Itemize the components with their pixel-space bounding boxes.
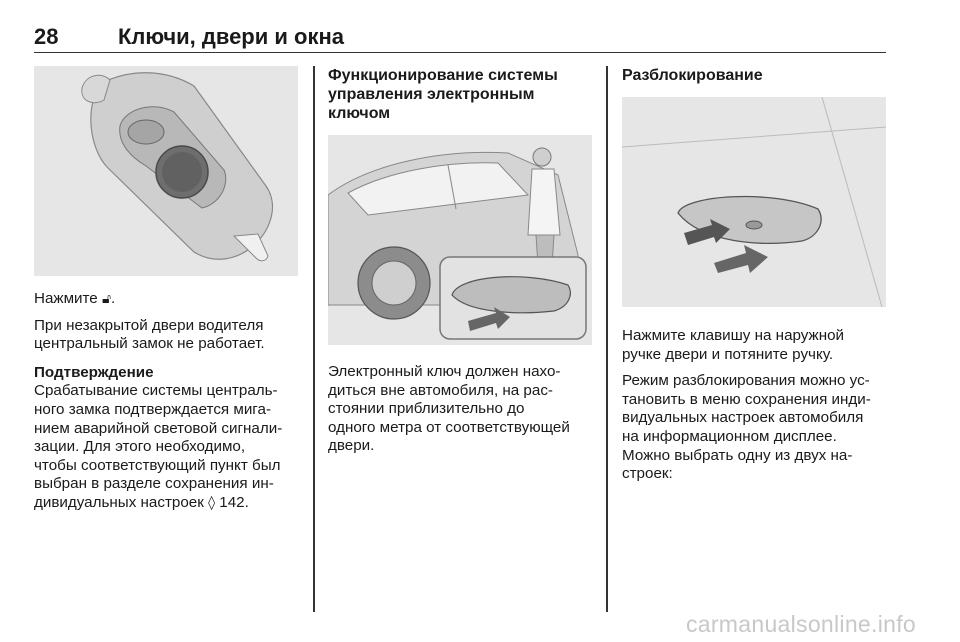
text-line: строек:	[622, 465, 673, 483]
text-line: Режим разблокирования можно ус-	[622, 372, 870, 390]
text-line: стоянии приблизительно до	[328, 400, 525, 418]
column-right	[622, 66, 886, 484]
page-header	[34, 22, 886, 53]
text-line: Срабатывание системы централь-	[34, 382, 278, 400]
column-middle	[328, 66, 592, 456]
text-line: двери.	[328, 437, 375, 455]
car-drawing	[328, 135, 592, 345]
confirmation-paragraph	[34, 382, 298, 512]
column-divider	[606, 66, 608, 612]
column-divider	[313, 66, 315, 612]
lock-icon: 🔓︎	[101, 291, 112, 307]
unlock-instruction	[622, 327, 886, 364]
text-line: ручке двери и потяните ручку.	[622, 345, 834, 363]
text-line: Можно выбрать одну из двух на-	[622, 446, 853, 464]
column-left	[34, 66, 298, 513]
text-line: выбран в разделе сохранения ин-	[34, 475, 274, 493]
door-handle-drawing	[622, 97, 886, 307]
page-reference-link[interactable]: 142.	[215, 493, 249, 511]
car-with-person-illustration	[328, 135, 592, 345]
press-suffix: .	[111, 290, 116, 307]
text-line: чтобы соответствующий пункт был	[34, 456, 281, 474]
electronic-key-paragraph	[328, 363, 592, 456]
driver-door-note	[34, 317, 298, 354]
text-line: на информационном дисплее.	[622, 427, 837, 445]
text-line: тановить в меню сохранения инди-	[622, 390, 871, 408]
key-fob-drawing	[34, 66, 298, 276]
door-handle-illustration	[622, 97, 886, 307]
section-heading-electronic-key	[328, 66, 592, 123]
page-number: 28	[34, 24, 59, 49]
text-line: ного замка подтверждается мига-	[34, 400, 272, 418]
text-line: При незакрытой двери водителя	[34, 316, 264, 334]
page-title: Ключи, двери и окна	[118, 24, 344, 49]
watermark: carmanualsonline.info	[685, 611, 916, 637]
page-reference-icon: ◊	[208, 494, 216, 511]
text-line: нием аварийной световой сигнали-	[34, 419, 283, 437]
text-line: дивидуальных настроек	[34, 493, 209, 511]
text-line: диться вне автомобиля, на рас-	[328, 381, 553, 399]
heading-line: ключом	[328, 105, 391, 122]
key-fob-illustration	[34, 66, 298, 276]
confirmation-heading: Подтверждение	[34, 363, 154, 381]
unlock-mode-paragraph	[622, 372, 886, 484]
heading-line: управления электронным	[328, 86, 535, 103]
text-line: центральный замок не работает.	[34, 335, 265, 353]
section-heading-unlocking: Разблокирование	[622, 67, 763, 84]
text-line: видуальных настроек автомобиля	[622, 409, 864, 427]
heading-line: Функционирование системы	[328, 67, 558, 84]
text-line: одного метра от соответствующей	[328, 418, 570, 436]
text-line: Нажмите клавишу на наружной	[622, 327, 845, 344]
text-line: Электронный ключ должен нахо-	[328, 363, 561, 380]
press-prefix: Нажмите	[34, 290, 102, 307]
press-instruction	[34, 290, 298, 309]
text-line: зации. Для этого необходимо,	[34, 438, 246, 456]
